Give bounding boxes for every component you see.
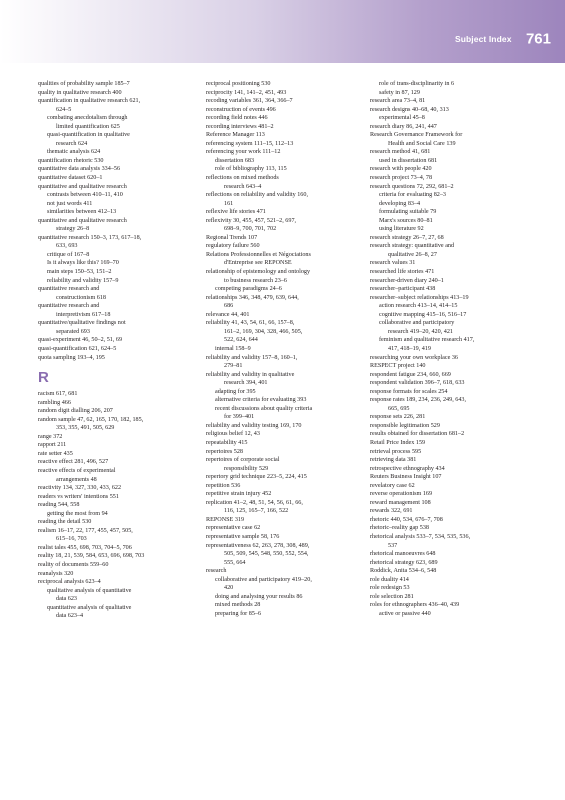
index-subentry: feminism and qualitative research 417, — [379, 337, 475, 344]
index-entry: RESPECT project 140 — [370, 363, 426, 370]
index-entry: reanalysis 320 — [38, 570, 74, 577]
index-entry: quantification rhetoric 530 — [38, 157, 104, 164]
index-entry: repertory grid technique 223–5, 224, 415 — [206, 474, 307, 481]
index-entry: research with people 420 — [370, 166, 432, 173]
index-entry: rate setter 435 — [38, 450, 73, 457]
index-entry: quasi-experiment 46, 50–2, 51, 69 — [38, 337, 123, 344]
index-entry-continuation: 665, 695 — [388, 405, 410, 412]
index-entry: reliability and validity 157–8, 160–1, — [206, 354, 298, 361]
index-entry: Retail Price Index 159 — [370, 439, 426, 446]
running-head-title: Subject Index — [454, 33, 512, 44]
index-entry: Roddick, Anita 534–6, 548 — [370, 568, 437, 575]
index-entry: relationships 346, 348, 479, 639, 644, — [206, 294, 299, 301]
index-subentry: doing and analysing your results 86 — [215, 593, 303, 600]
index-entry-continuation: 624–5 — [56, 106, 72, 113]
index-entry: reality 18, 21, 539, 584, 653, 696, 698, 703 — [38, 553, 145, 560]
index-entry-continuation: 420 — [224, 585, 234, 592]
index-entry: range 372 — [38, 433, 63, 440]
index-entry: reflections on mixed methods — [206, 175, 279, 182]
index-entry: reverse operationism 169 — [370, 491, 433, 498]
index-entry: role selection 281 — [370, 593, 414, 600]
index-entry: quantitative dataset 620–1 — [38, 175, 103, 182]
index-entry: responsible legitimation 529 — [370, 422, 440, 429]
index-entry-continuation: qualitative 26–8, 27 — [388, 251, 437, 258]
index-entry: reflections on reliability and validity 160, — [206, 192, 308, 199]
index-entry: repertoires 528 — [206, 448, 243, 455]
index-column-2 — [206, 80, 368, 618]
index-entry-continuation: 633, 693 — [56, 243, 78, 250]
index-entry: reconstruction of events 496 — [206, 106, 276, 113]
index-entry: recording field notes 446 — [206, 115, 268, 122]
index-entry-continuation: d'Entreprise see REPONSE — [224, 260, 292, 267]
index-entry: response sets 226, 281 — [370, 414, 426, 421]
index-entry: respondent fatigue 234, 660, 669 — [370, 371, 451, 378]
index-subentry: using literature 92 — [379, 226, 424, 233]
index-entry: referencing your work 111–12 — [206, 149, 281, 156]
index-entry: response formats for scales 254 — [370, 388, 448, 395]
index-entry: reality of documents 559–60 — [38, 561, 109, 568]
index-entry: quota sampling 193–4, 195 — [38, 354, 105, 361]
index-entry: Research Governance Framework for — [370, 132, 463, 139]
index-entry: rhetoric–reality gap 538 — [370, 525, 429, 532]
index-entry: response rates 189, 234, 236, 249, 643, — [370, 397, 467, 404]
index-entry: relationship of epistemology and ontology — [206, 269, 311, 276]
index-entry: retrieving data 381 — [370, 457, 417, 464]
index-entry: research area 73–4, 81 — [370, 98, 426, 105]
index-subentry: cognitive mapping 415–16, 516–17 — [379, 311, 467, 318]
index-entry: research questions 72, 292, 681–2 — [370, 183, 454, 190]
index-entry: quasi-quantification 621, 624–5 — [38, 345, 117, 352]
index-entry: REPONSE 319 — [206, 516, 245, 523]
index-entry: reactive effects of experimental — [38, 467, 116, 474]
index-entry-continuation: 505, 509, 545, 548, 550, 552, 554, — [224, 551, 309, 558]
index-subentry: developing 83–4 — [379, 200, 421, 207]
section-letter-heading: R — [38, 369, 49, 387]
index-column-1 — [38, 80, 198, 621]
index-entry: respondent validation 396–7, 618, 633 — [370, 380, 465, 387]
index-entry-continuation: 116, 125, 165–7, 166, 522 — [224, 508, 289, 515]
index-subentry: Is it always like this? 169–70 — [47, 260, 119, 267]
index-subentry: role of trans-disciplinarity in 6 — [379, 81, 455, 87]
index-entry: quantitative research 150–3, 173, 617–18, — [38, 234, 142, 241]
index-entry: repeatability 415 — [206, 439, 248, 446]
index-entry: rapport 211 — [38, 442, 67, 449]
index-subentry: thematic analysis 624 — [47, 149, 101, 156]
index-entry-continuation: 161 — [224, 200, 234, 207]
index-entry: rhetorical manoeuvres 648 — [370, 551, 436, 558]
index-entry: recoding variables 361, 364, 366–7 — [206, 98, 293, 105]
index-entry: research designs 40–68, 40, 313 — [370, 106, 449, 113]
index-subentry: getting the most from 94 — [47, 510, 108, 517]
index-subentry: used in dissertation 681 — [379, 157, 438, 164]
index-entry: researching your own workplace 36 — [370, 354, 458, 361]
index-subentry: contrasts between 410–11, 410 — [47, 192, 123, 199]
index-subentry: formulating suitable 79 — [379, 209, 437, 216]
index-entry-continuation: limited quantification 625 — [56, 123, 120, 130]
index-subentry: mixed methods 28 — [215, 602, 261, 609]
index-entry: realism 16–17, 22, 177, 455, 457, 505, — [38, 527, 133, 534]
index-entry: regulatory failure 560 — [206, 243, 260, 250]
index-entry: quantitative and qualitative research — [38, 217, 127, 224]
index-entry: reading the detail 530 — [38, 519, 92, 526]
index-subentry: quantitative analysis of qualitative — [47, 604, 132, 611]
index-entry-continuation: research 643–4 — [224, 183, 262, 190]
page-header — [455, 30, 551, 48]
index-subentry: safety in 87, 129 — [379, 89, 420, 96]
index-entry: replication 41–2, 48, 51, 54, 56, 61, 66, — [206, 499, 303, 506]
index-entry-continuation: arrangements 48 — [56, 476, 97, 483]
index-entry-continuation: for 399–401 — [224, 414, 255, 421]
index-entry: research project 73–4, 78 — [370, 175, 433, 182]
index-entry-continuation: research 624 — [56, 140, 88, 147]
index-entry-continuation: data 623–4 — [56, 613, 84, 620]
index-subentry: active or passive 440 — [379, 610, 431, 617]
index-entry: repertoires of corporate social — [206, 457, 280, 464]
index-subentry: competing paradigms 24–6 — [215, 286, 282, 293]
index-entry: readers vs writers' intentions 551 — [38, 493, 119, 500]
index-entry-continuation: responsibility 529 — [224, 465, 269, 472]
index-entry-continuation: 161–2, 169, 304, 328, 466, 505, — [224, 328, 303, 335]
index-entry: qualities of probability sample 185–7 — [38, 81, 130, 87]
index-entry-continuation: 279–81 — [224, 363, 243, 370]
index-entry: researcher–participant 438 — [370, 286, 436, 293]
index-entry: random sample 47, 62, 165, 170, 182, 185, — [38, 416, 144, 423]
index-entry: repetitive strain injury 452 — [206, 491, 272, 498]
index-subentry: action research 413–14, 414–15 — [379, 303, 458, 310]
index-entry: role redesign 53 — [370, 585, 410, 592]
index-entry: reliability 41, 43, 54, 61, 66, 157–8, — [206, 320, 295, 327]
index-entry: Regional Trends 107 — [206, 234, 258, 241]
index-entry: Reference Manager 113 — [206, 132, 265, 139]
index-entry-continuation: 353, 355, 491, 505, 629 — [56, 425, 115, 432]
index-entry-continuation: interpretivism 617–18 — [56, 311, 111, 318]
index-subentry: preparing for 85–6 — [215, 610, 262, 617]
index-entry: repetition 536 — [206, 482, 241, 489]
index-subentry: quasi-quantification in qualitative — [47, 132, 130, 139]
index-entry: reflexive life stories 471 — [206, 209, 266, 216]
index-entry-continuation: 555, 664 — [224, 559, 246, 566]
index-entry: reciprocal positioning 530 — [206, 81, 271, 87]
index-column-3 — [370, 80, 545, 618]
index-entry: quality in qualitative research 400 — [38, 89, 122, 96]
index-entry-continuation: data 623 — [56, 596, 77, 603]
index-entry: research diary 86, 241, 447 — [370, 123, 437, 130]
index-subentry: Marx's sources 80–81 — [379, 217, 433, 224]
index-entry: representative sample 58, 176 — [206, 533, 280, 540]
index-subentry: critique of 167–8 — [47, 251, 90, 258]
index-entry: relevance 44, 401 — [206, 311, 250, 318]
index-subentry: collaborative and participatory — [379, 320, 455, 327]
index-entry: research — [206, 568, 227, 575]
index-entry: quantitative/qualitative findings not — [38, 320, 126, 327]
index-entry: research values 31 — [370, 260, 416, 267]
index-entry: reading 544, 558 — [38, 502, 80, 509]
index-entry-continuation: 522, 624, 644 — [224, 337, 258, 344]
index-entry: Relations Professionnelles et Négociations — [206, 251, 311, 258]
index-entry: rewards 322, 691 — [370, 508, 413, 515]
index-entry: reactivity 134, 327, 330, 433, 622 — [38, 485, 122, 492]
index-subentry: dissertation 683 — [215, 157, 255, 164]
index-entry: reliability and validity in qualitative — [206, 371, 295, 378]
index-entry-continuation: strategy 26–8 — [56, 226, 90, 233]
index-subentry: role of bibliography 113, 115 — [215, 166, 287, 173]
index-entry-continuation: 417, 418–19, 419 — [388, 345, 431, 352]
index-entry-continuation: research 419–20, 420, 421 — [388, 328, 453, 335]
index-entry: reliability and validity testing 169, 170 — [206, 422, 302, 429]
index-entry: revelatory case 62 — [370, 482, 415, 489]
index-subentry: collaborative and participatory 419–20, — [215, 576, 312, 583]
index-entry-continuation: 698–9, 700, 701, 702 — [224, 226, 277, 233]
index-entry: reciprocal analysis 623–4 — [38, 579, 101, 586]
index-entry: reflexivity 30, 455, 457, 521–2, 697, — [206, 217, 297, 224]
index-entry: quantitative research and — [38, 303, 100, 310]
index-entry: quantitative and qualitative research — [38, 183, 127, 190]
index-entry: retrospective ethnography 434 — [370, 465, 445, 472]
index-subentry: criteria for evaluating 82–3 — [379, 192, 447, 199]
index-entry: research method 41, 681 — [370, 149, 431, 156]
index-subentry: not just words 411 — [47, 200, 93, 207]
index-entry: research strategy: quantitative and — [370, 243, 455, 250]
index-subentry: experimental 45–8 — [379, 115, 425, 122]
index-entry: Reuters Business Insight 107 — [370, 474, 442, 481]
index-entry: referencing system 111–15, 112–13 — [206, 140, 294, 147]
index-entry: representative case 62 — [206, 525, 261, 532]
index-entry-continuation: separated 693 — [56, 328, 90, 335]
index-entry: representativeness 62, 263, 278, 308, 489, — [206, 542, 310, 549]
index-entry-continuation: Health and Social Care 139 — [388, 140, 456, 147]
index-entry-continuation: research 394, 401 — [224, 380, 268, 387]
index-entry: research strategy 26–7, 27, 68 — [370, 234, 444, 241]
index-entry: reward management 108 — [370, 499, 431, 506]
index-entry-continuation: constructionism 618 — [56, 294, 106, 301]
index-entry: racism 617, 681 — [38, 391, 78, 398]
index-subentry: similarities between 412–13 — [47, 209, 117, 216]
page-number: 761 — [525, 30, 551, 48]
index-entry: roles for ethnographers 436–40, 439 — [370, 602, 460, 609]
index-entry: random digit dialling 206, 207 — [38, 408, 113, 415]
index-entry: quantitative data analysis 334–56 — [38, 166, 121, 173]
index-entry-continuation: 537 — [388, 542, 398, 549]
index-entry-continuation: 615–16, 703 — [56, 536, 87, 543]
index-entry: realist tales 455, 698, 703, 704–5, 706 — [38, 544, 132, 551]
index-entry: religious belief 12, 43 — [206, 431, 260, 438]
index-subentry: alternative criteria for evaluating 393 — [215, 397, 307, 404]
index-subentry: recent discussions about quality criteria — [215, 405, 313, 412]
index-entry-continuation: 686 — [224, 303, 234, 310]
index-entry: researched life stories 471 — [370, 269, 435, 276]
index-entry: reactive effect 281, 496, 527 — [38, 459, 109, 466]
index-entry: recording interviews 481–2 — [206, 123, 274, 130]
index-subentry: qualitative analysis of quantitative — [47, 587, 132, 594]
index-entry: role duality 414 — [370, 576, 409, 583]
index-entry: rhetorical strategy 623, 689 — [370, 559, 438, 566]
index-entry: quantitative research and — [38, 286, 100, 293]
index-entry: retrieval process 595 — [370, 448, 422, 455]
index-entry: researcher-driven diary 240–1 — [370, 277, 444, 284]
index-entry: rhetorical analysis 533–7, 534, 535, 536, — [370, 533, 471, 540]
index-entry: reciprocity 141, 141–2, 451, 493 — [206, 89, 287, 96]
index-entry-continuation: to business research 23–6 — [224, 277, 287, 284]
index-subentry: reliability and validity 157–9 — [47, 277, 119, 284]
index-entry: results obtained for dissertation 681–2 — [370, 431, 465, 438]
index-subentry: main steps 150–53, 151–2 — [47, 269, 112, 276]
index-subentry: adapting for 395 — [215, 388, 256, 395]
page-header-bar — [0, 0, 565, 63]
index-entry: rambling 466 — [38, 399, 71, 406]
index-entry: researcher–subject relationships 413–19 — [370, 294, 469, 301]
index-entry: quantification in qualitative research 621, — [38, 98, 141, 105]
index-subentry: internal 158–9 — [215, 345, 251, 352]
index-entry: rhetoric 440, 534, 676–7, 708 — [370, 516, 443, 523]
index-subentry: combating anecdotalism through — [47, 115, 128, 122]
